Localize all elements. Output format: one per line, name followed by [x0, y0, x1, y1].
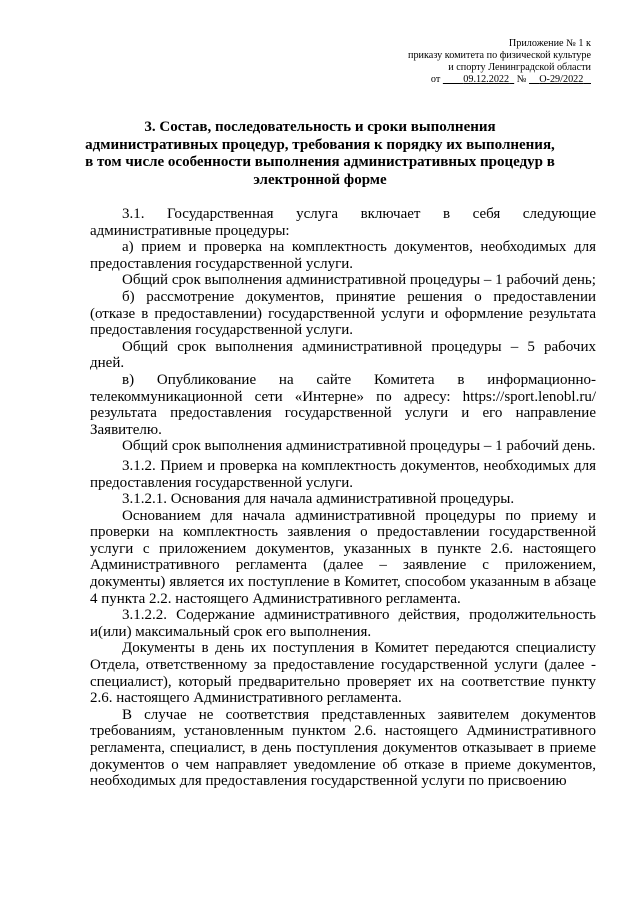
- appendix-number: О-29/2022: [539, 74, 584, 85]
- paragraph-item-v: в) Опубликование на сайте Комитета в информационно-телекоммуникационной сети «Интерне» по адресу: https://sport.lenobl.ru/ результата предоставления государственной услуги и его направление Заявителю.: [90, 371, 596, 438]
- paragraph-term-v: Общий срок выполнения административной процедуры – 1 рабочий день.: [122, 438, 596, 455]
- document-body: [90, 206, 596, 790]
- heading-line-1: 3. Состав, последовательность и сроки выполнения: [144, 119, 496, 135]
- paragraph-3-1-2-1: 3.1.2.1. Основания для начала административной процедуры.: [122, 491, 515, 508]
- paragraph-item-a: а) прием и проверка на комплектность документов, необходимых для предоставления государственной услуги.: [90, 239, 596, 272]
- paragraph-term-a: Общий срок выполнения административной процедуры – 1 рабочий день;: [122, 272, 596, 289]
- paragraph-3-1-2: 3.1.2. Прием и проверка на комплектность документов, необходимых для предоставления государственной услуги.: [90, 457, 596, 491]
- paragraph-3-1-2-2: 3.1.2.2. Содержание административного действия, продолжительность и(или) максимальный срок его выполнения.: [90, 607, 596, 640]
- appendix-date: 09.12.2022: [463, 74, 510, 85]
- heading-line-2: административных процедур, требования к порядку их выполнения,: [85, 136, 555, 153]
- paragraph-item-b: б) рассмотрение документов, принятие решения о предоставлении (отказе в предоставлении) государственной услуги и оформление результата предоставления государственной услуги.: [90, 288, 596, 339]
- paragraph-3-1: 3.1. Государственная услуга включает в себя следующие административные процедуры:: [90, 206, 596, 239]
- appendix-number-label: №: [516, 74, 527, 85]
- appendix-order-line: [331, 74, 591, 86]
- appendix-from-label: от: [430, 74, 441, 85]
- appendix-line-2: приказу комитета по физической культуре: [408, 50, 591, 61]
- paragraph-basis: Основанием для начала административной процедуры по приему и проверки на комплектность заявления о предоставлении государственной услуги с приложением документов, указанных в пункте 2.6. настоящего Административного регламента (далее – заявление с приложением, документы) является их поступление в Комитет, способом указанным в абзаце 4 пункта 2.2. настоящего Административного регламента.: [90, 507, 596, 607]
- appendix-line-3: и спорту Ленинградской области: [448, 62, 591, 73]
- heading-line-3: в том числе особенности выполнения административных процедур в: [85, 154, 555, 170]
- appendix-block: [331, 38, 591, 86]
- paragraph-term-b: Общий срок выполнения административной процедуры – 5 рабочих дней.: [90, 338, 596, 372]
- paragraph-documents-transfer: Документы в день их поступления в Комитет передаются специалисту Отдела, ответственному за предоставление государственной услуги (далее - специалист), который предварительно проверяет их на соответствие пункту 2.6. настоящего Административного регламента.: [90, 640, 596, 707]
- paragraph-noncompliance: В случае не соответствия представленных заявителем документов требованиям, установленным пунктом 2.6. настоящего Административного регламента, специалист, в день поступления документов отказывает в приеме документов о чем направляет уведомление об отказе в приеме документов, необходимых для предоставления государственной услуги по присвоению: [90, 706, 596, 790]
- heading-line-4: электронной форме: [253, 171, 387, 188]
- section-heading: [80, 119, 560, 189]
- appendix-line-1: Приложение № 1 к: [508, 38, 591, 49]
